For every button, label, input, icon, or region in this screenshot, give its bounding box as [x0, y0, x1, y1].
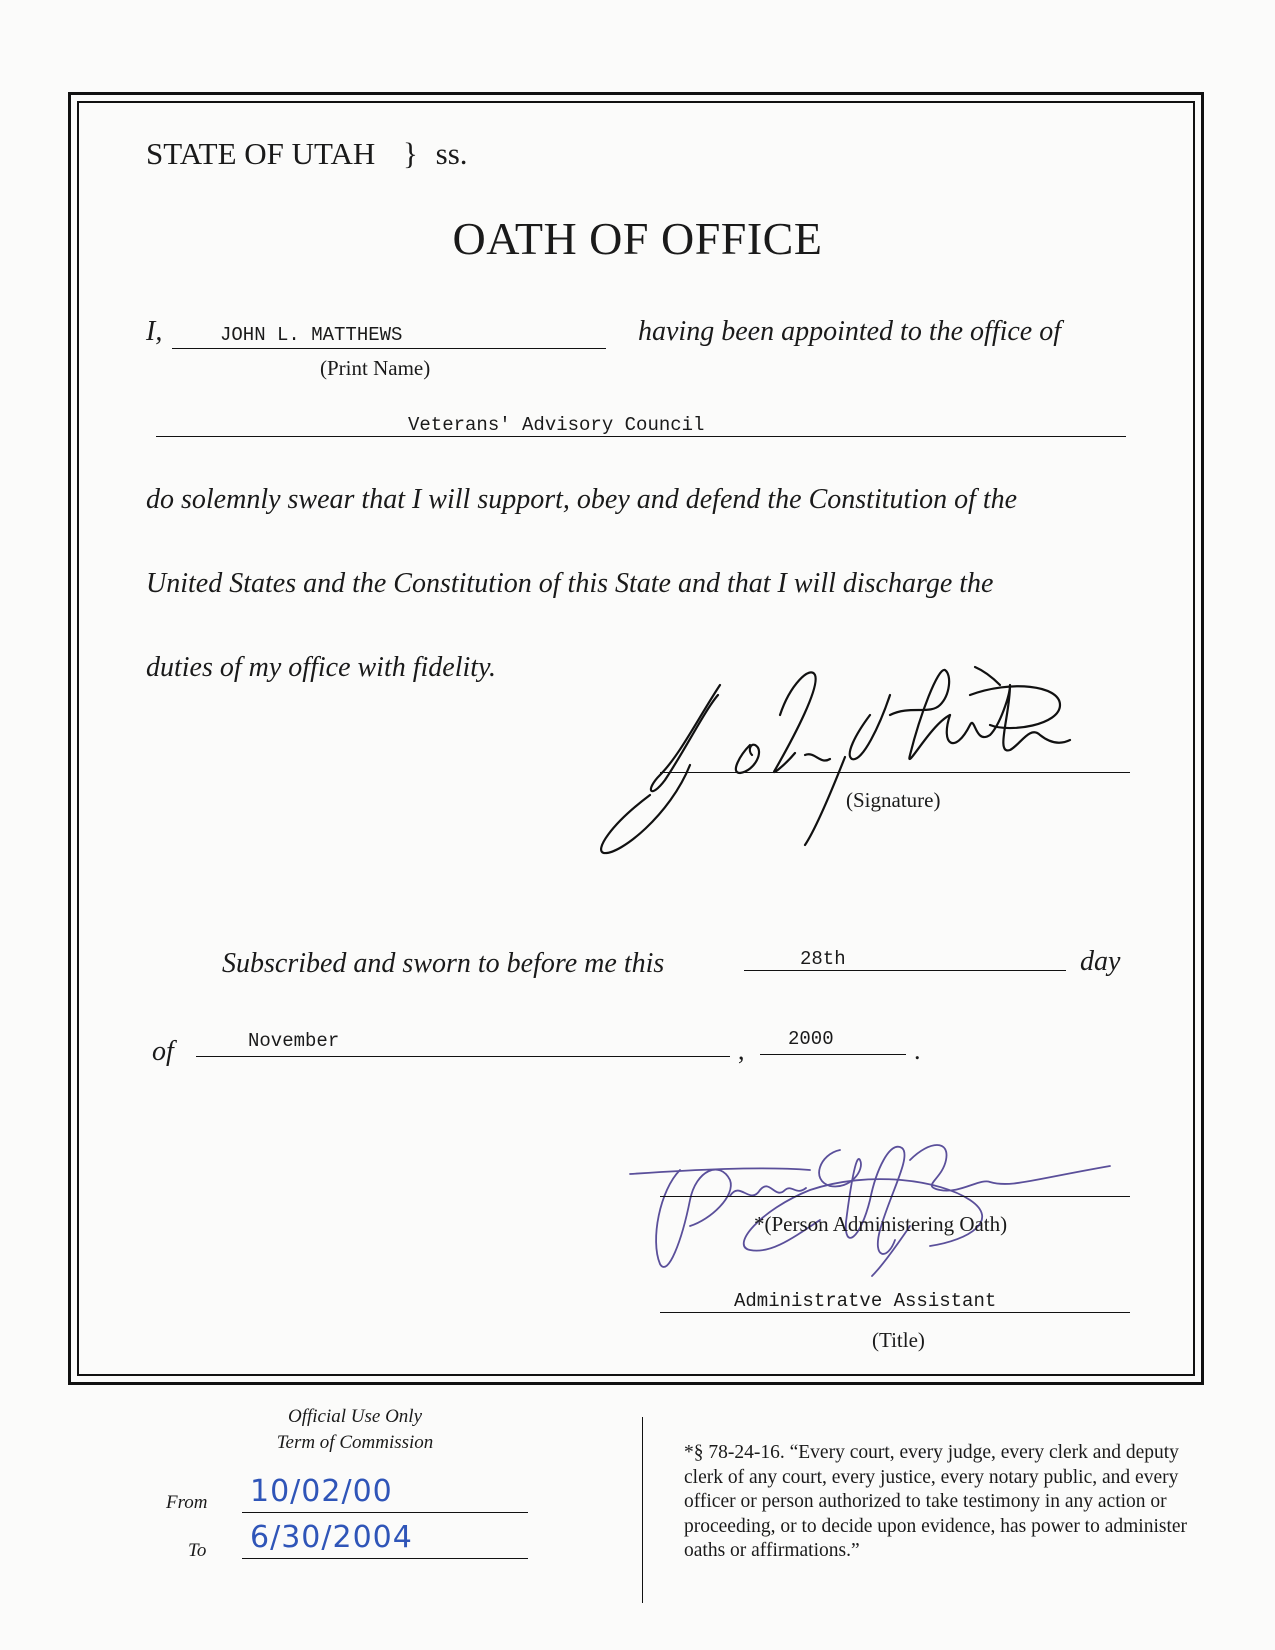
print-name-line [172, 348, 606, 349]
bottom-divider [642, 1417, 643, 1603]
ss-label: ss. [435, 136, 468, 171]
administrator-signature [610, 1130, 1150, 1280]
document-title: OATH OF OFFICE [452, 213, 823, 264]
year-line [760, 1054, 906, 1055]
administrator-line [660, 1196, 1130, 1197]
month-line [196, 1056, 730, 1057]
day-label: day [1080, 946, 1121, 977]
title-line [660, 1312, 1130, 1313]
subscribed-text: Subscribed and sworn to before me this [222, 948, 665, 979]
appointed-text: having been appointed to the office of [638, 316, 1062, 347]
day-line [744, 970, 1066, 971]
title-caption: (Title) [872, 1328, 925, 1352]
title-value: Administratve Assistant [734, 1290, 997, 1312]
year-value: 2000 [788, 1028, 834, 1050]
print-name-value: JOHN L. MATTHEWS [220, 324, 403, 346]
to-line [242, 1558, 528, 1559]
oath-taker-signature [590, 655, 1130, 875]
signature-line [660, 772, 1130, 773]
of-label: of [152, 1036, 174, 1067]
print-name-caption: (Print Name) [320, 356, 431, 380]
from-value: 10/02/00 [250, 1474, 393, 1509]
oath-text-line-2: United States and the Constitution of this State and that I will discharge the [146, 568, 994, 599]
from-line [242, 1512, 528, 1513]
oath-text-line-3: duties of my office with fidelity. [146, 652, 496, 683]
from-label: From [166, 1492, 208, 1513]
statute-text: *§ 78-24-16. “Every court, every judge, every clerk and deputy clerk of any court, every justice, every notary public, and every officer or person authorized to take testimony in any action or proceeding, or to decide upon evidence, has power to administer oaths or affirmations.” [684, 1442, 1188, 1561]
day-value: 28th [800, 948, 846, 970]
to-label: To [188, 1540, 207, 1561]
office-value: Veterans' Advisory Council [408, 414, 705, 436]
i-label: I, [146, 316, 163, 347]
official-use-heading: Official Use Only [287, 1406, 423, 1427]
administrator-caption: *(Person Administering Oath) [754, 1212, 1008, 1236]
term-heading: Term of Commission [276, 1432, 434, 1453]
office-line [156, 436, 1126, 437]
oath-text-line-1: do solemnly swear that I will support, obey and defend the Constitution of the [146, 484, 1018, 515]
to-value: 6/30/2004 [250, 1520, 413, 1555]
brace: } [403, 136, 418, 171]
month-value: November [248, 1030, 340, 1052]
period: . [914, 1036, 921, 1065]
comma: , [738, 1036, 745, 1065]
state-heading [146, 136, 468, 172]
state-name: STATE OF UTAH [146, 136, 376, 171]
signature-caption: (Signature) [846, 788, 941, 812]
